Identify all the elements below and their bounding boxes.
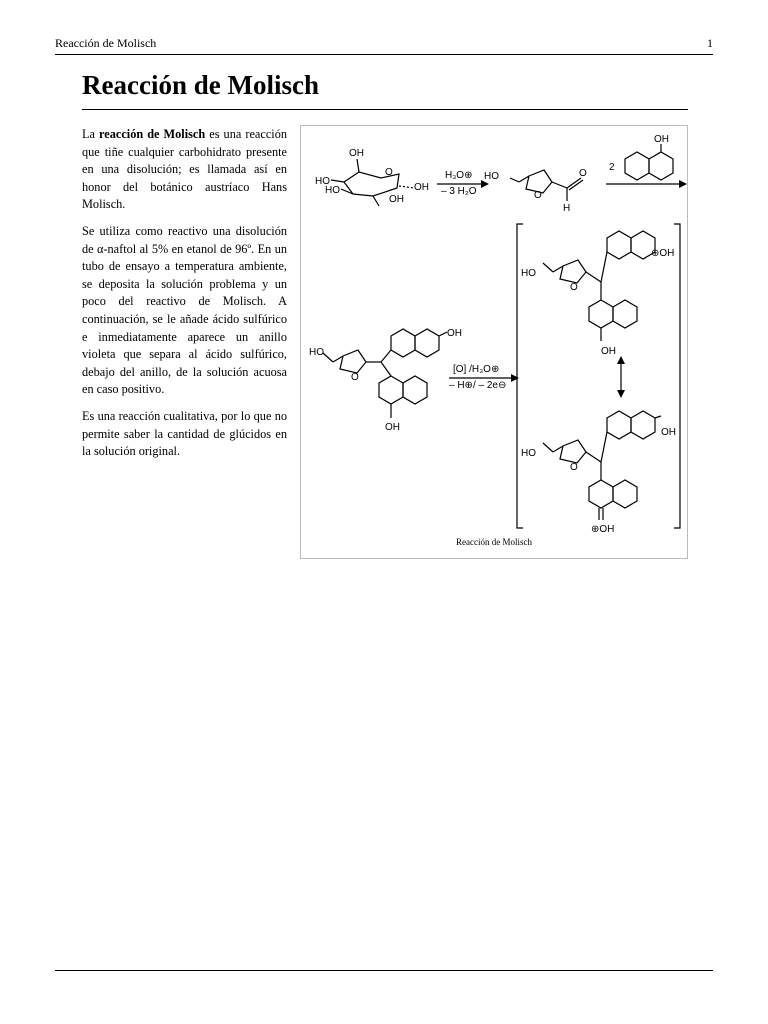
product-top-ring-o: O	[570, 282, 578, 293]
reagent-oxidant: [O] /H₃O⊕	[453, 364, 500, 375]
product-top-naph-c	[589, 300, 613, 328]
intermediate-naph-top-a	[391, 329, 415, 357]
product-bottom-oxonium: ⊕OH	[591, 524, 615, 535]
paragraph-intro: La reacción de Molisch es una reacción que tiñe cualquier carbohidrato presente en una disolución; es llamada así en honor del botánico austríaco Hans Molisch.	[82, 127, 287, 212]
reaction-figure	[300, 125, 688, 559]
naphthol-ring-a	[625, 152, 649, 180]
product-top-oxonium: ⊕OH	[651, 248, 675, 259]
product-top-naph-d	[613, 300, 637, 328]
reagent-electron-loss: – H⊕/ – 2e⊖	[449, 380, 507, 391]
product-top-naph-a	[607, 231, 631, 259]
intermediate-oh-top: OH	[447, 328, 462, 339]
running-title: Reacción de Molisch	[55, 36, 157, 50]
product-top-ho: HO	[521, 268, 536, 279]
arrowhead-2	[679, 180, 687, 188]
naphthol-oh: OH	[654, 134, 669, 145]
product-bottom-ring-o: O	[570, 462, 578, 473]
hmf-ho: HO	[484, 171, 499, 182]
glucose-oh-right: OH	[414, 182, 429, 193]
reaction-scheme	[301, 126, 687, 558]
product-bottom-naph-a	[607, 411, 631, 439]
page-number: 1	[707, 36, 713, 50]
product-bottom-furan	[560, 440, 586, 463]
product-bottom-naph-d	[613, 480, 637, 508]
glucose-ring-o: O	[385, 167, 393, 178]
running-header	[55, 36, 713, 55]
term-bold: reacción de Molisch	[99, 127, 206, 141]
naphthol-ring-b	[649, 152, 673, 180]
glucose-ho-2: HO	[325, 185, 340, 196]
intermediate-ho: HO	[309, 347, 324, 358]
product-bottom-naph-c	[589, 480, 613, 508]
footer-rule	[55, 970, 713, 971]
glucose-ho-1: HO	[315, 176, 330, 187]
intermediate-oh-bottom: OH	[385, 422, 400, 433]
resonance-head-up	[617, 356, 625, 364]
resonance-head-down	[617, 390, 625, 398]
intermediate-naph-bottom-a	[379, 376, 403, 404]
glucose-oh-bottom: OH	[389, 194, 404, 205]
figure-caption: Reacción de Molisch	[456, 537, 532, 547]
article-body	[82, 126, 287, 470]
hmf-ring-o: O	[534, 190, 542, 201]
intermediate-naph-top-b	[415, 329, 439, 357]
product-top-furan	[560, 260, 586, 283]
product-bottom-oh: OH	[661, 427, 676, 438]
intermediate-naph-bottom-b	[403, 376, 427, 404]
intermediate-furan	[340, 350, 366, 373]
reagent-acid: H₃O⊕	[445, 170, 473, 181]
product-bottom-ho: HO	[521, 448, 536, 459]
naphthol-count: 2	[609, 162, 615, 173]
glucose-oh-top: OH	[349, 148, 364, 159]
paragraph-procedure: Se utiliza como reactivo una disolución de α-naftol al 5% en etanol de 96º. En un tubo de ensayo a temperatura ambiente, se deposita la solución problema y un poco del reactivo de Molisch. A continuación, se le añade ácido sulfúrico e inmediatamente aparece un anillo violeta que separa al ácido sulfúrico, debajo del anillo, de la solución acuosa en caso positivo.	[82, 223, 287, 397]
paragraph-note: Es una reacción cualitativa, por lo que no permite saber la cantidad de glúcidos en la solución original.	[82, 408, 287, 459]
reagent-water-loss: – 3 H₂O	[441, 186, 477, 197]
hmf-h: H	[563, 203, 571, 214]
product-top-oh: OH	[601, 346, 616, 357]
product-bottom-naph-b	[631, 411, 655, 439]
arrowhead-3	[511, 374, 519, 382]
bracket-right	[674, 224, 680, 528]
intermediate-ring-o: O	[351, 372, 359, 383]
hmf-carbonyl-o: O	[579, 168, 587, 179]
article-title: Reacción de Molisch	[82, 70, 688, 110]
